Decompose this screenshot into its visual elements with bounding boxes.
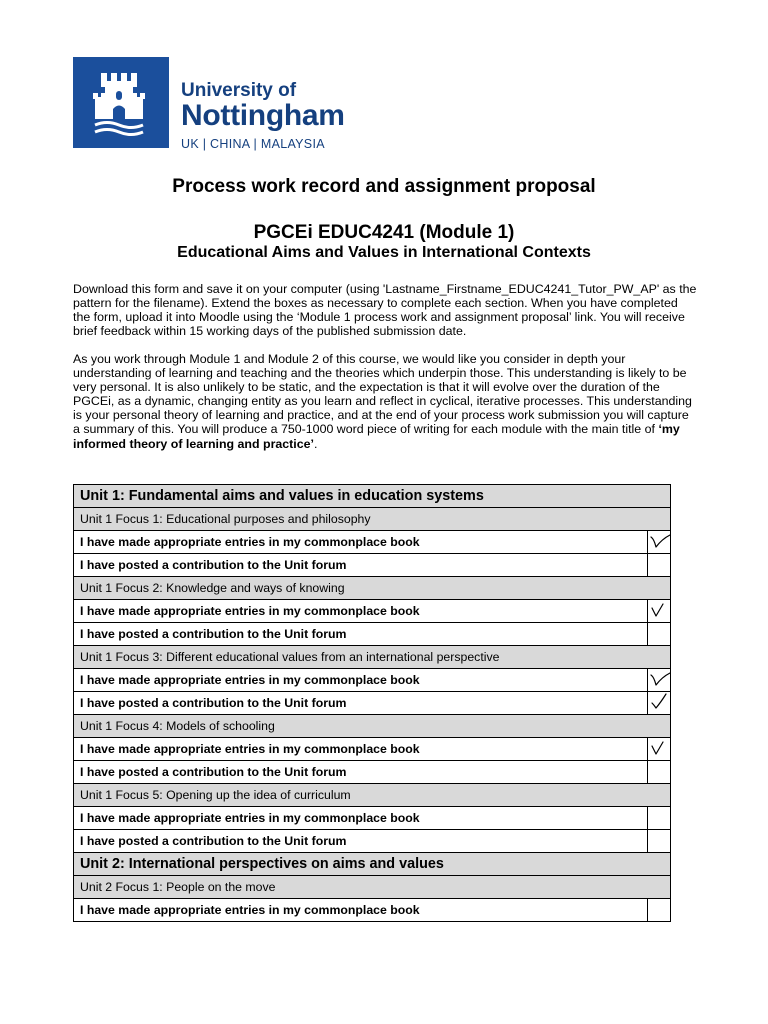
checkmark-icon (649, 692, 671, 714)
checkmark-icon (649, 531, 671, 553)
castle-crest-icon (73, 57, 169, 148)
unit-title: Unit 2: International perspectives on aims and values (74, 853, 671, 876)
theory-paragraph (73, 352, 698, 451)
document-title: Process work record and assignment proposal (172, 176, 596, 197)
focus-title: Unit 1 Focus 5: Opening up the idea of curriculum (74, 784, 671, 807)
focus-row (74, 577, 671, 600)
checklist-row (74, 600, 671, 623)
module-title: PGCEi EDUC4241 (Module 1) (253, 222, 515, 243)
checkmark-icon (649, 738, 671, 760)
logo-line-campuses: UK | CHINA | MALAYSIA (181, 137, 325, 151)
focus-row (74, 508, 671, 531)
checklist-row (74, 531, 671, 554)
focus-title: Unit 1 Focus 4: Models of schooling (74, 715, 671, 738)
checkmark-icon (649, 600, 671, 622)
logo-line-university-of: University of (181, 80, 297, 101)
focus-title: Unit 1 Focus 3: Different educational values from an international perspective (74, 646, 671, 669)
checkbox-cell[interactable] (648, 899, 671, 922)
theory-paragraph-text: As you work through Module 1 and Module 2 of this course, we would like you consider in depth your understanding of learning and teaching and the theories which underpin those. This understanding is likely to be very personal. It is also unlikely to be static, and the expectation is that it will evolve over the duration of the PGCEi, as a dynamic, changing entity as you learn and reflect in cyclical, iterative processes. This understanding is your personal theory of learning and practice, and at the end of your process work submission you will capture a summary of this. You will produce a 750-1000 word piece of writing for each module with the main title of (73, 352, 692, 437)
checklist-label: I have made appropriate entries in my commonplace book (74, 899, 648, 922)
checklist-label: I have posted a contribution to the Unit forum (74, 623, 648, 646)
checklist-row (74, 554, 671, 577)
checkbox-cell[interactable] (648, 600, 671, 623)
theory-paragraph-end: . (313, 436, 318, 451)
instructions-paragraph: Download this form and save it on your computer (using 'Lastname_Firstname_EDUC4241_Tutor_PW_AP' as the pattern for the filename). Extend the boxes as necessary to complete each section. When you have completed the form, upload it into Moodle using the ‘Module 1 process work and assignment proposal’ link. You will receive brief feedback within 15 working days of the published submission date. (73, 282, 697, 339)
checklist-row (74, 830, 671, 853)
module-subtitle: Educational Aims and Values in International Contexts (177, 244, 591, 261)
focus-row (74, 646, 671, 669)
university-logo (73, 57, 345, 151)
checkbox-cell[interactable] (648, 807, 671, 830)
checkbox-cell[interactable] (648, 554, 671, 577)
checklist-label: I have posted a contribution to the Unit forum (74, 554, 648, 577)
unit-header-row (74, 853, 671, 876)
checkbox-cell[interactable] (648, 761, 671, 784)
checklist-label: I have made appropriate entries in my commonplace book (74, 738, 648, 761)
checklist-label: I have made appropriate entries in my commonplace book (74, 531, 648, 554)
checklist-row (74, 899, 671, 922)
checkbox-cell[interactable] (648, 830, 671, 853)
focus-title: Unit 1 Focus 1: Educational purposes and philosophy (74, 508, 671, 531)
theory-paragraph-title: ‘my informed theory of learning and practice’ (73, 422, 680, 451)
focus-row (74, 784, 671, 807)
checklist-label: I have made appropriate entries in my commonplace book (74, 807, 648, 830)
checkbox-cell[interactable] (648, 669, 671, 692)
checklist-row (74, 807, 671, 830)
unit-title: Unit 1: Fundamental aims and values in education systems (74, 485, 671, 508)
process-work-table (73, 484, 671, 922)
checkbox-cell[interactable] (648, 531, 671, 554)
focus-title: Unit 1 Focus 2: Knowledge and ways of knowing (74, 577, 671, 600)
checkbox-cell[interactable] (648, 738, 671, 761)
unit-header-row (74, 485, 671, 508)
checklist-label: I have posted a contribution to the Unit forum (74, 692, 648, 715)
focus-title: Unit 2 Focus 1: People on the move (74, 876, 671, 899)
focus-row (74, 715, 671, 738)
checkbox-cell[interactable] (648, 623, 671, 646)
checkbox-cell[interactable] (648, 692, 671, 715)
checklist-row (74, 738, 671, 761)
checklist-label: I have made appropriate entries in my commonplace book (74, 600, 648, 623)
checklist-label: I have made appropriate entries in my commonplace book (74, 669, 648, 692)
checklist-label: I have posted a contribution to the Unit forum (74, 830, 648, 853)
checklist-row (74, 669, 671, 692)
logo-line-nottingham: Nottingham (181, 99, 345, 132)
checklist-row (74, 761, 671, 784)
focus-row (74, 876, 671, 899)
checkmark-icon (649, 669, 671, 691)
checklist-label: I have posted a contribution to the Unit forum (74, 761, 648, 784)
checklist-row (74, 623, 671, 646)
checklist-row (74, 692, 671, 715)
